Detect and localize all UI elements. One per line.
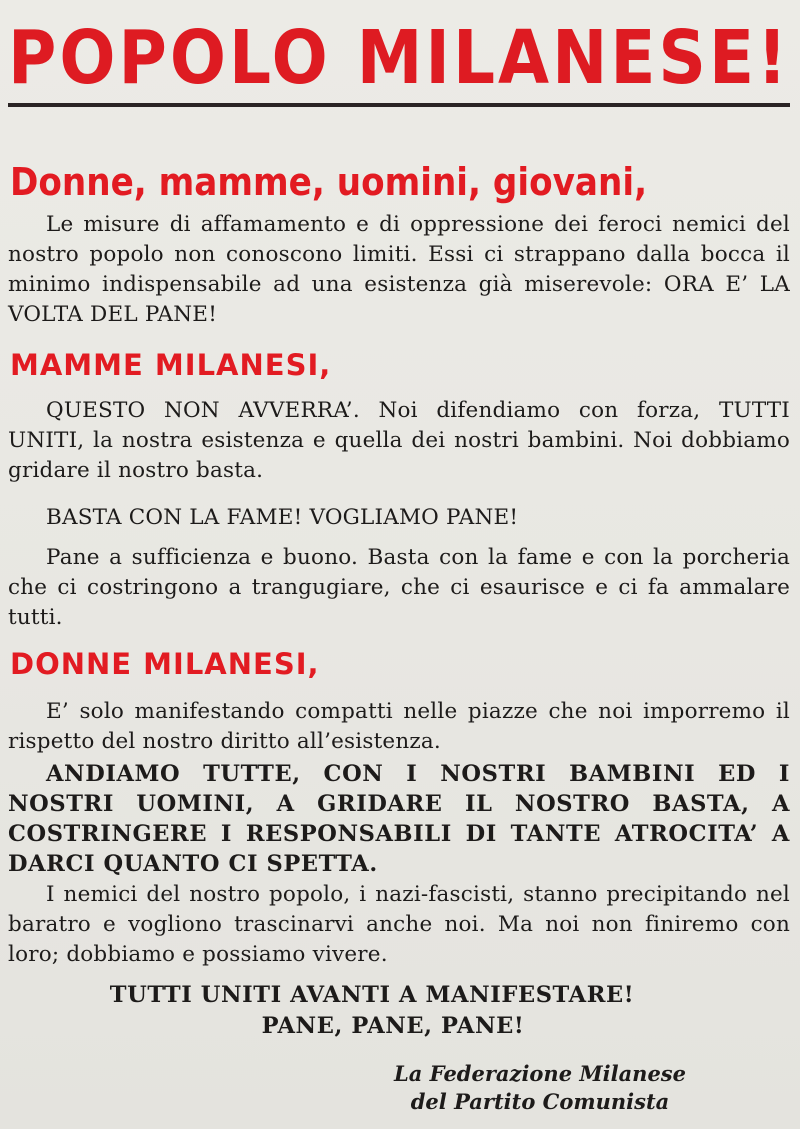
mothers-paragraph-2: BASTA CON LA FAME! VOGLIAMO PANE! xyxy=(46,505,519,530)
mothers-paragraph-1: QUESTO NON AVVERRA’. Noi difendiamo con forza, TUTTI UNITI, la nostra esistenza e quella dei nostri bambini. Noi dobbiamo gridare il nostro basta. xyxy=(8,398,790,483)
signature-line-2: del Partito Comunista xyxy=(410,1089,670,1114)
intro-paragraph: Le misure di affamamento e di oppressione dei feroci nemici del nostro popolo non conoscono limiti. Essi ci strappano dalla bocca il minimo indispensabile ad una esistenza già miserevole: ORA E’ LA VOLTA DEL PANE! xyxy=(8,212,790,327)
women-paragraph-3: I nemici del nostro popolo, i nazi-fascisti, stanno precipitando nel baratro e vogliono trascinarvi anche noi. Ma noi non finiremo con loro; dobbiamo e possiamo vivere. xyxy=(8,882,790,967)
mothers-paragraph-3: Pane a sufficienza e buono. Basta con la fame e con la porcheria che ci costringono a trangugiare, che ci esaurisce e ci fa ammalare tutti. xyxy=(8,545,790,630)
closing-line-2: PANE, PANE, PANE! xyxy=(261,1013,525,1039)
women-paragraph-2: ANDIAMO TUTTE, CON I NOSTRI BAMBINI ED I NOSTRI UOMINI, A GRIDARE IL NOSTRO BASTA, A COSTRINGERE I RESPONSABILI DI TANTE ATROCITA’ A DARCI QUANTO CI SPETTA. xyxy=(8,761,790,877)
women-heading: DONNE MILANESI, xyxy=(10,647,320,681)
closing-line-1: TUTTI UNITI AVANTI A MANIFESTARE! xyxy=(109,982,635,1008)
women-paragraph-1: E’ solo manifestando compatti nelle piazze che noi imporremo il rispetto del nostro diritto all’esistenza. xyxy=(8,699,790,754)
mothers-heading: MAMME MILANESI, xyxy=(10,348,332,382)
headline-divider xyxy=(8,103,790,107)
poster-headline: POPOLO MILANESE! xyxy=(8,14,791,101)
signature-line-1: La Federazione Milanese xyxy=(394,1061,686,1086)
address-heading: Donne, mamme, uomini, giovani, xyxy=(10,160,648,204)
